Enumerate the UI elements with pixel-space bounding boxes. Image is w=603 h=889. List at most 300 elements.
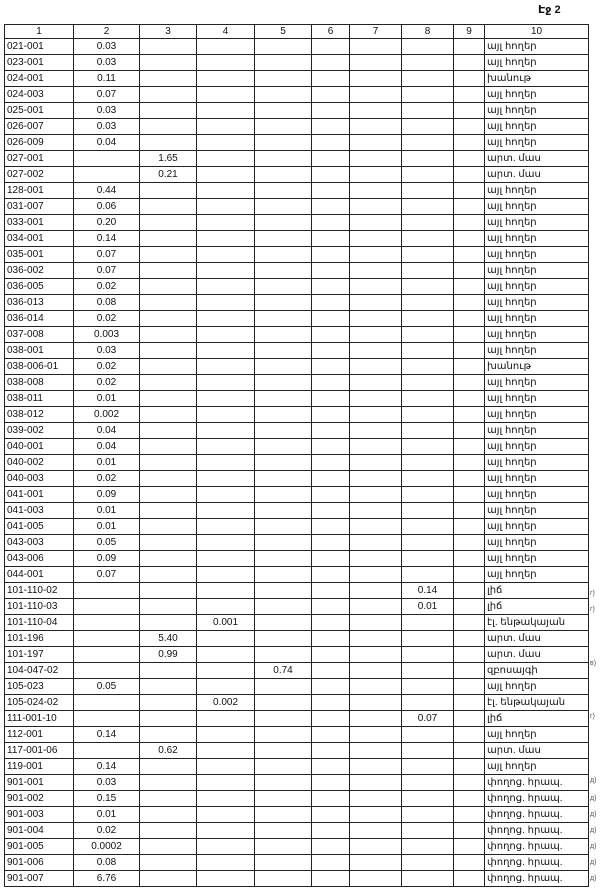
area-cell: [312, 391, 350, 407]
table-row: [5, 311, 589, 327]
area-cell: [255, 615, 312, 631]
table-row: [5, 215, 589, 231]
land-use-cell: այլ հողեր: [485, 39, 589, 55]
table-row: [5, 71, 589, 87]
area-cell: [140, 791, 197, 807]
land-use-cell: այլ հողեր: [485, 119, 589, 135]
parcel-code-cell: 901-006: [5, 855, 74, 871]
margin-mark: г): [590, 713, 595, 720]
area-cell: [140, 503, 197, 519]
area-cell: [255, 679, 312, 695]
area-cell: [197, 199, 255, 215]
area-cell: [140, 471, 197, 487]
parcel-code-cell: 101-110-04: [5, 615, 74, 631]
table-row: [5, 263, 589, 279]
land-use-cell: այլ հողեր: [485, 439, 589, 455]
area-cell: 0.05: [74, 535, 140, 551]
land-use-cell: այլ հողեր: [485, 55, 589, 71]
area-cell: [350, 327, 402, 343]
parcel-code-cell: 026-007: [5, 119, 74, 135]
area-cell: [350, 743, 402, 759]
parcel-code-cell: 036-013: [5, 295, 74, 311]
area-cell: [140, 231, 197, 247]
land-use-cell: այլ հողեր: [485, 487, 589, 503]
column-header: 2: [74, 25, 140, 39]
area-cell: [197, 791, 255, 807]
land-use-cell: այլ հողեր: [485, 279, 589, 295]
area-cell: [312, 871, 350, 887]
area-cell: [454, 407, 485, 423]
area-cell: [402, 823, 454, 839]
area-cell: 0.74: [255, 663, 312, 679]
area-cell: [402, 791, 454, 807]
area-cell: [350, 279, 402, 295]
parcel-code-cell: 105-024-02: [5, 695, 74, 711]
parcel-code-cell: 105-023: [5, 679, 74, 695]
area-cell: [312, 231, 350, 247]
area-cell: 0.01: [74, 503, 140, 519]
area-cell: [255, 87, 312, 103]
area-cell: [350, 775, 402, 791]
area-cell: 0.15: [74, 791, 140, 807]
parcel-code-cell: 041-005: [5, 519, 74, 535]
table-row: [5, 391, 589, 407]
area-cell: [402, 519, 454, 535]
area-cell: [255, 487, 312, 503]
area-cell: [255, 695, 312, 711]
area-cell: [312, 423, 350, 439]
land-use-cell: այլ հողեր: [485, 423, 589, 439]
area-cell: [454, 839, 485, 855]
area-cell: 0.62: [140, 743, 197, 759]
area-cell: 0.09: [74, 551, 140, 567]
area-cell: [350, 311, 402, 327]
area-cell: [454, 343, 485, 359]
area-cell: [197, 103, 255, 119]
table-row: [5, 631, 589, 647]
area-cell: [255, 215, 312, 231]
table-row: [5, 583, 589, 599]
area-cell: [255, 151, 312, 167]
land-use-cell: այլ հողեր: [485, 455, 589, 471]
parcel-code-cell: 112-001: [5, 727, 74, 743]
area-cell: [454, 375, 485, 391]
parcel-code-cell: 024-001: [5, 71, 74, 87]
area-cell: [197, 487, 255, 503]
land-use-cell: արտ. մաս: [485, 151, 589, 167]
area-cell: 5.40: [140, 631, 197, 647]
area-cell: [312, 679, 350, 695]
area-cell: 0.21: [140, 167, 197, 183]
column-header: 10: [485, 25, 589, 39]
land-use-cell: լիճ: [485, 599, 589, 615]
area-cell: [350, 295, 402, 311]
area-cell: [350, 439, 402, 455]
area-cell: [454, 823, 485, 839]
area-cell: [454, 567, 485, 583]
area-cell: [197, 759, 255, 775]
area-cell: [402, 183, 454, 199]
table-row: [5, 103, 589, 119]
area-cell: [255, 503, 312, 519]
area-cell: [402, 71, 454, 87]
area-cell: 0.14: [402, 583, 454, 599]
area-cell: 0.07: [74, 87, 140, 103]
table-header-row: [5, 25, 589, 39]
area-cell: [350, 727, 402, 743]
area-cell: [74, 743, 140, 759]
table-row: [5, 183, 589, 199]
area-cell: 0.11: [74, 71, 140, 87]
area-cell: [402, 439, 454, 455]
table-row: [5, 871, 589, 887]
area-cell: [312, 759, 350, 775]
area-cell: [312, 711, 350, 727]
area-cell: [197, 71, 255, 87]
area-cell: [402, 263, 454, 279]
area-cell: [255, 855, 312, 871]
area-cell: [312, 407, 350, 423]
area-cell: [140, 871, 197, 887]
parcel-code-cell: 021-001: [5, 39, 74, 55]
area-cell: [402, 839, 454, 855]
area-cell: [197, 535, 255, 551]
area-cell: [350, 471, 402, 487]
parcel-code-cell: 038-006-01: [5, 359, 74, 375]
land-use-cell: այլ հողեր: [485, 727, 589, 743]
area-cell: [402, 455, 454, 471]
area-cell: [350, 551, 402, 567]
area-cell: 0.44: [74, 183, 140, 199]
area-cell: [312, 135, 350, 151]
area-cell: 6.76: [74, 871, 140, 887]
area-cell: [350, 631, 402, 647]
area-cell: [140, 711, 197, 727]
area-cell: 0.08: [74, 295, 140, 311]
parcel-code-cell: 036-014: [5, 311, 74, 327]
area-cell: [140, 343, 197, 359]
area-cell: [197, 775, 255, 791]
land-use-cell: էլ. ենթակայան: [485, 615, 589, 631]
area-cell: [197, 551, 255, 567]
area-cell: [350, 167, 402, 183]
area-cell: [402, 247, 454, 263]
area-cell: [197, 343, 255, 359]
table-row: [5, 279, 589, 295]
area-cell: [74, 647, 140, 663]
area-cell: [255, 55, 312, 71]
table-row: [5, 119, 589, 135]
area-cell: [255, 791, 312, 807]
parcel-code-cell: 901-001: [5, 775, 74, 791]
land-use-cell: այլ հողեր: [485, 679, 589, 695]
area-cell: [197, 423, 255, 439]
area-cell: [350, 247, 402, 263]
margin-mark: д): [590, 859, 597, 866]
area-cell: [197, 407, 255, 423]
area-cell: 1.65: [140, 151, 197, 167]
area-cell: [197, 87, 255, 103]
area-cell: [402, 631, 454, 647]
area-cell: [454, 583, 485, 599]
table-row: [5, 39, 589, 55]
land-use-cell: արտ. մաս: [485, 167, 589, 183]
area-cell: [255, 743, 312, 759]
land-use-cell: այլ հողեր: [485, 183, 589, 199]
area-cell: [402, 55, 454, 71]
land-use-cell: խանութ: [485, 71, 589, 87]
area-cell: [402, 295, 454, 311]
margin-mark: д): [590, 875, 597, 882]
area-cell: [197, 647, 255, 663]
area-cell: [312, 295, 350, 311]
area-cell: [312, 503, 350, 519]
area-cell: [350, 103, 402, 119]
area-cell: [140, 727, 197, 743]
column-header: 8: [402, 25, 454, 39]
area-cell: [402, 759, 454, 775]
area-cell: [454, 743, 485, 759]
area-cell: [312, 343, 350, 359]
area-cell: [350, 407, 402, 423]
table-row: [5, 295, 589, 311]
area-cell: [312, 807, 350, 823]
area-cell: [255, 199, 312, 215]
area-cell: [197, 279, 255, 295]
area-cell: 0.02: [74, 471, 140, 487]
area-cell: [350, 615, 402, 631]
area-cell: [454, 519, 485, 535]
area-cell: [454, 679, 485, 695]
area-cell: [350, 343, 402, 359]
area-cell: 0.001: [197, 615, 255, 631]
area-cell: [197, 327, 255, 343]
area-cell: [197, 247, 255, 263]
area-cell: [140, 599, 197, 615]
area-cell: [197, 599, 255, 615]
area-cell: [350, 823, 402, 839]
table-row: [5, 615, 589, 631]
area-cell: [255, 423, 312, 439]
area-cell: [312, 359, 350, 375]
parcel-code-cell: 043-003: [5, 535, 74, 551]
area-cell: [197, 583, 255, 599]
area-cell: [197, 263, 255, 279]
area-cell: 0.09: [74, 487, 140, 503]
parcel-code-cell: 038-012: [5, 407, 74, 423]
area-cell: [255, 135, 312, 151]
parcel-code-cell: 901-007: [5, 871, 74, 887]
parcel-code-cell: 039-002: [5, 423, 74, 439]
area-cell: [312, 151, 350, 167]
table-row: [5, 135, 589, 151]
area-cell: 0.14: [74, 759, 140, 775]
area-cell: [454, 599, 485, 615]
area-cell: 0.0002: [74, 839, 140, 855]
area-cell: [140, 855, 197, 871]
area-cell: [454, 215, 485, 231]
parcel-code-cell: 024-003: [5, 87, 74, 103]
area-cell: [402, 279, 454, 295]
area-cell: [197, 631, 255, 647]
land-use-cell: այլ հողեր: [485, 247, 589, 263]
area-cell: [454, 807, 485, 823]
land-use-cell: այլ հողեր: [485, 263, 589, 279]
parcel-code-cell: 128-001: [5, 183, 74, 199]
table-row: [5, 503, 589, 519]
area-cell: [140, 183, 197, 199]
table-row: [5, 407, 589, 423]
area-cell: [255, 455, 312, 471]
area-cell: [312, 487, 350, 503]
area-cell: [140, 519, 197, 535]
area-cell: [312, 455, 350, 471]
area-cell: [454, 359, 485, 375]
column-header: 6: [312, 25, 350, 39]
area-cell: 0.002: [197, 695, 255, 711]
area-cell: [140, 679, 197, 695]
land-use-cell: այլ հողեր: [485, 503, 589, 519]
area-cell: [255, 119, 312, 135]
parcel-code-cell: 025-001: [5, 103, 74, 119]
area-cell: [402, 407, 454, 423]
land-use-cell: արտ. մաս: [485, 647, 589, 663]
area-cell: [312, 327, 350, 343]
land-use-cell: զբոսայգի: [485, 663, 589, 679]
parcel-code-cell: 040-003: [5, 471, 74, 487]
table-row: [5, 567, 589, 583]
area-cell: 0.01: [74, 455, 140, 471]
area-cell: [312, 519, 350, 535]
land-use-cell: այլ հողեր: [485, 343, 589, 359]
area-cell: [350, 71, 402, 87]
area-cell: [402, 727, 454, 743]
area-cell: [312, 567, 350, 583]
area-cell: 0.03: [74, 343, 140, 359]
area-cell: [402, 695, 454, 711]
table-row: [5, 167, 589, 183]
parcel-code-cell: 035-001: [5, 247, 74, 263]
area-cell: [255, 631, 312, 647]
parcel-code-cell: 041-003: [5, 503, 74, 519]
area-cell: [350, 519, 402, 535]
land-use-cell: այլ հողեր: [485, 519, 589, 535]
land-use-cell: այլ հողեր: [485, 391, 589, 407]
area-cell: 0.02: [74, 279, 140, 295]
area-cell: 0.003: [74, 327, 140, 343]
area-cell: [402, 775, 454, 791]
land-use-cell: փողոց. հրապ.: [485, 775, 589, 791]
table-row: [5, 343, 589, 359]
area-cell: [312, 775, 350, 791]
area-cell: [140, 375, 197, 391]
land-use-cell: այլ հողեր: [485, 407, 589, 423]
area-cell: [312, 471, 350, 487]
area-cell: [140, 119, 197, 135]
area-cell: [197, 455, 255, 471]
table-row: [5, 727, 589, 743]
area-cell: [402, 615, 454, 631]
area-cell: [402, 503, 454, 519]
area-cell: 0.14: [74, 727, 140, 743]
page-number-label: Էջ 2: [538, 4, 561, 16]
area-cell: [402, 679, 454, 695]
area-cell: [350, 791, 402, 807]
area-cell: [255, 311, 312, 327]
area-cell: [454, 71, 485, 87]
parcel-code-cell: 101-110-03: [5, 599, 74, 615]
area-cell: [74, 151, 140, 167]
area-cell: [454, 135, 485, 151]
area-cell: [312, 39, 350, 55]
column-header: 7: [350, 25, 402, 39]
area-cell: [255, 775, 312, 791]
area-cell: [255, 519, 312, 535]
area-cell: [312, 439, 350, 455]
area-cell: [140, 311, 197, 327]
area-cell: [255, 839, 312, 855]
area-cell: [74, 695, 140, 711]
area-cell: [454, 87, 485, 103]
area-cell: [402, 359, 454, 375]
table-row: [5, 791, 589, 807]
table-row: [5, 535, 589, 551]
area-cell: [74, 711, 140, 727]
area-cell: [350, 263, 402, 279]
area-cell: [197, 471, 255, 487]
area-cell: [255, 599, 312, 615]
area-cell: [197, 231, 255, 247]
area-cell: [350, 647, 402, 663]
area-cell: [255, 167, 312, 183]
area-cell: [350, 711, 402, 727]
area-cell: [312, 199, 350, 215]
land-use-cell: այլ հողեր: [485, 327, 589, 343]
area-cell: 0.01: [74, 807, 140, 823]
area-cell: [140, 695, 197, 711]
column-header: 3: [140, 25, 197, 39]
area-cell: [454, 279, 485, 295]
land-use-cell: փողոց. հրապ.: [485, 839, 589, 855]
area-cell: [454, 775, 485, 791]
area-cell: 0.02: [74, 311, 140, 327]
margin-mark: д): [590, 827, 597, 834]
area-cell: [454, 439, 485, 455]
area-cell: [140, 423, 197, 439]
area-cell: [350, 663, 402, 679]
area-cell: [350, 423, 402, 439]
area-cell: [140, 407, 197, 423]
area-cell: [140, 295, 197, 311]
area-cell: [454, 535, 485, 551]
area-cell: [454, 663, 485, 679]
table-row: [5, 711, 589, 727]
land-use-cell: այլ հողեր: [485, 135, 589, 151]
area-cell: [197, 167, 255, 183]
area-cell: [350, 199, 402, 215]
area-cell: [312, 615, 350, 631]
area-cell: [312, 183, 350, 199]
area-cell: [255, 871, 312, 887]
area-cell: [350, 599, 402, 615]
area-cell: [402, 871, 454, 887]
column-header: 5: [255, 25, 312, 39]
area-cell: [402, 327, 454, 343]
area-cell: [74, 663, 140, 679]
table-row: [5, 839, 589, 855]
table-row: [5, 487, 589, 503]
area-cell: [350, 231, 402, 247]
